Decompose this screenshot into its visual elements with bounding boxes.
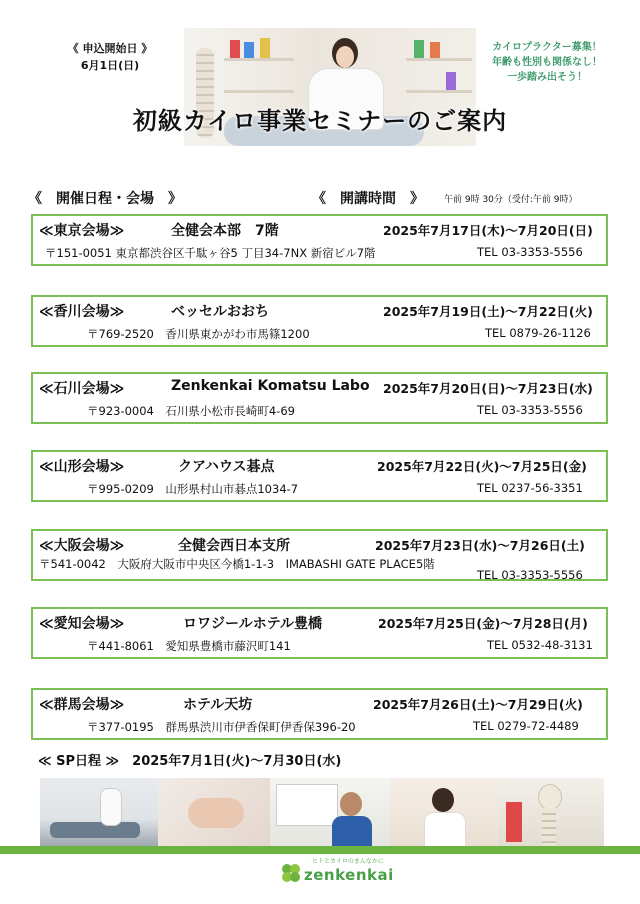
venue-address: 〒441-8061 愛知県豊橋市藤沢町141	[87, 639, 291, 653]
venue-yamagata	[31, 450, 608, 502]
venue-ishikawa	[31, 372, 608, 424]
venue-dates: 2025年7月19日(土)～7月22日(火)	[383, 304, 593, 319]
venue-name: ≪群馬会場≫	[39, 697, 125, 713]
venue-name: ≪大阪会場≫	[39, 538, 125, 554]
venue-name: ≪東京会場≫	[39, 223, 125, 239]
venue-name: ≪石川会場≫	[39, 381, 125, 397]
photo-skeleton	[498, 778, 604, 846]
venue-dates: 2025年7月20日(日)～7月23日(水)	[383, 381, 593, 396]
photo-hands	[158, 778, 270, 846]
venue-dates: 2025年7月22日(火)～7月25日(金)	[377, 459, 587, 474]
photo-treatment-room	[40, 778, 158, 846]
zenkenkai-logo	[278, 856, 408, 886]
venue-tokyo	[31, 214, 608, 266]
venue-tel: TEL 0532-48-3131	[487, 638, 593, 652]
recruit-message	[482, 40, 612, 85]
venue-place: ロワジールホテル豊橋	[183, 616, 323, 632]
venue-name: ≪香川会場≫	[39, 304, 125, 320]
venue-tel: TEL 0279-72-4489	[473, 719, 579, 733]
recruit-line: 年齢も性別も関係なし！	[492, 57, 602, 68]
venue-aichi	[31, 607, 608, 659]
photo-instructor	[390, 778, 498, 846]
venue-gunma	[31, 688, 608, 740]
venue-kagawa	[31, 295, 608, 347]
venue-place: 全健会本部 7階	[171, 223, 279, 239]
venue-place: ベッセルおおち	[171, 304, 269, 320]
venue-tel: TEL 03-3353-5556	[477, 568, 583, 582]
class-time-heading: 《 開講時間 》	[312, 191, 424, 207]
recruit-line: カイロプラクター募集！	[492, 42, 602, 53]
venue-dates: 2025年7月23日(水)～7月26日(土)	[375, 538, 585, 553]
venue-schedule-heading: 《 開催日程・会場 》	[28, 191, 182, 207]
logo-text: zenkenkai	[304, 866, 394, 884]
application-date: 6月1日(日)	[80, 59, 140, 72]
venue-address: 〒769-2520 香川県東かがわ市馬篠1200	[87, 327, 310, 341]
venue-name: ≪山形会場≫	[39, 459, 125, 475]
venue-tel: TEL 03-3353-5556	[477, 403, 583, 417]
logo-tagline: ヒトとカイロのまんなかに	[312, 858, 384, 865]
venue-dates: 2025年7月17日(木)～7月20日(日)	[383, 223, 593, 238]
venue-osaka	[31, 529, 608, 581]
photo-strip	[40, 778, 604, 846]
class-time-detail: 午前 9時 30分（受付:午前 9時）	[444, 195, 578, 205]
venue-dates: 2025年7月26日(土)～7月29日(火)	[373, 697, 583, 712]
venue-address: 〒541-0042 大阪府大阪市中央区今橋1-1-3 IMABASHI GATE PLACE5階	[39, 557, 435, 571]
venue-place: ホテル天坊	[183, 697, 253, 713]
venue-dates: 2025年7月25日(金)～7月28日(月)	[378, 616, 588, 631]
venue-place: 全健会西日本支所	[178, 538, 290, 554]
venue-tel: TEL 0237-56-3351	[477, 481, 583, 495]
venue-place: クアハウス碁点	[178, 459, 275, 475]
venue-address: 〒151-0051 東京都渋谷区千駄ヶ谷5 丁目34-7NX 新宿ビル7階	[45, 246, 376, 260]
page-title: 初級カイロ事業セミナーのご案内	[132, 107, 508, 135]
application-label: 《 申込開始日 》	[67, 42, 153, 55]
venue-address: 〒923-0004 石川県小松市長崎町4-69	[87, 404, 295, 418]
recruit-line: 一歩踏み出そう！	[507, 72, 587, 83]
venue-name: ≪愛知会場≫	[39, 616, 125, 632]
clover-icon	[280, 862, 302, 884]
photo-lecture	[270, 778, 390, 846]
footer-bar	[0, 846, 640, 854]
venue-tel: TEL 0879-26-1126	[485, 326, 591, 340]
venue-address: 〒377-0195 群馬県渋川市伊香保町伊香保396-20	[87, 720, 356, 734]
sp-schedule: ≪ SP日程 ≫ 2025年7月1日(火)～7月30日(水)	[38, 754, 342, 769]
venue-address: 〒995-0209 山形県村山市碁点1034-7	[87, 482, 299, 496]
venue-tel: TEL 03-3353-5556	[477, 245, 583, 259]
application-date-block	[40, 40, 180, 74]
venue-place: Zenkenkai Komatsu Labo	[171, 378, 370, 394]
